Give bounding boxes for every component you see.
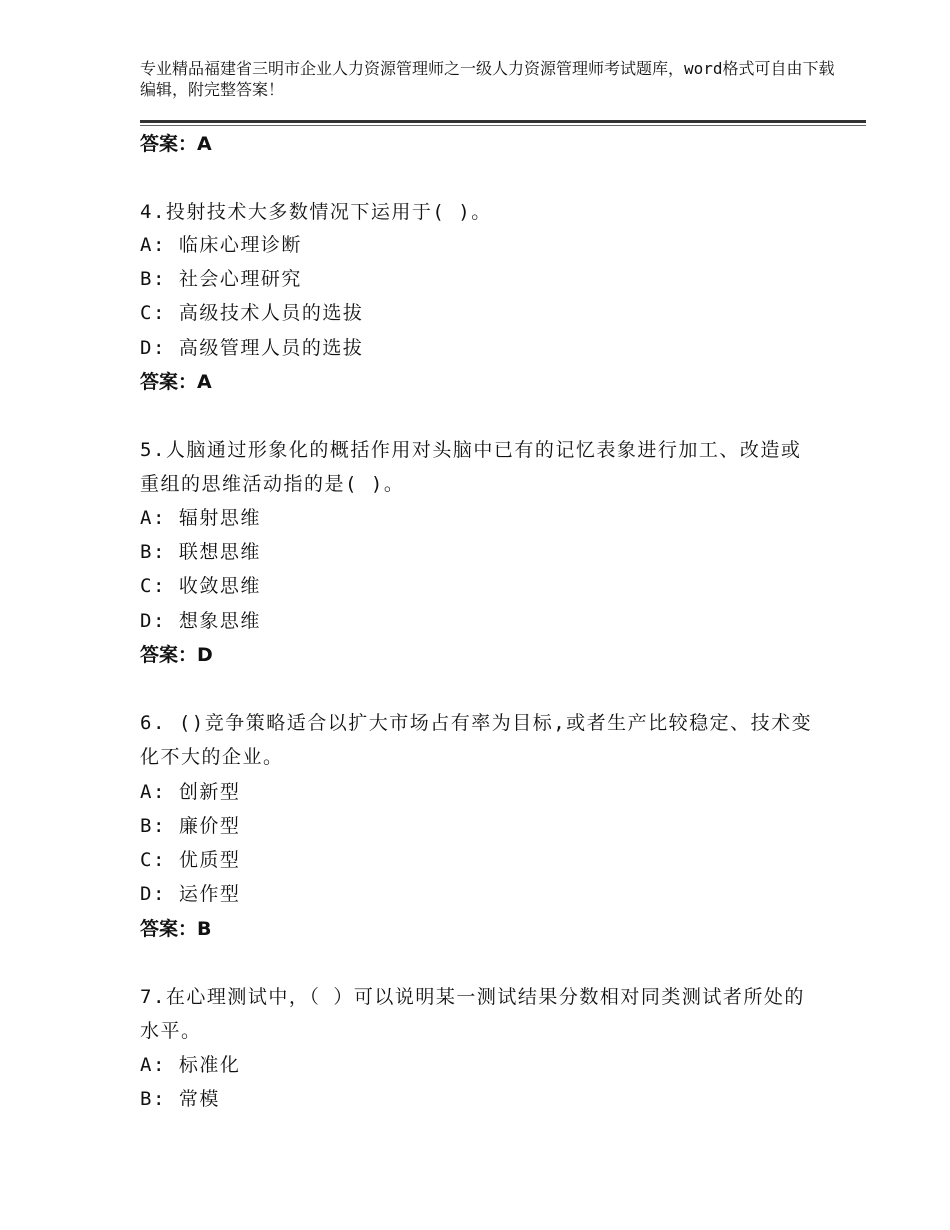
question-4-option-b: B: 社会心理研究 bbox=[140, 268, 302, 290]
question-4-stem: 4.投射技术大多数情况下运用于( )。 bbox=[140, 201, 492, 223]
answer-q4: 答案：A bbox=[140, 371, 212, 393]
question-5-option-c: C: 收敛思维 bbox=[140, 575, 261, 597]
header-divider-thick bbox=[140, 120, 866, 123]
question-6-option-c: C: 优质型 bbox=[140, 849, 241, 871]
question-4-option-c: C: 高级技术人员的选拔 bbox=[140, 302, 364, 324]
document-header: 专业精品福建省三明市企业人力资源管理师之一级人力资源管理师考试题库，word格式可自由下载编辑，附完整答案！ bbox=[140, 59, 835, 99]
question-6-option-b: B: 廉价型 bbox=[140, 815, 241, 837]
question-6-option-a: A: 创新型 bbox=[140, 781, 241, 803]
question-7-option-b: B: 常模 bbox=[140, 1088, 220, 1110]
question-7-stem: 7.在心理测试中，（ ）可以说明某一测试结果分数相对同类测试者所处的水平。 bbox=[140, 986, 805, 1042]
header-divider-thin bbox=[140, 125, 866, 126]
question-5-stem: 5.人脑通过形象化的概括作用对头脑中已有的记忆表象进行加工、改造或重组的思维活动指的是( )。 bbox=[140, 439, 802, 495]
question-4-option-d: D: 高级管理人员的选拔 bbox=[140, 337, 364, 359]
question-5-option-b: B: 联想思维 bbox=[140, 541, 261, 563]
answer-q6: 答案：B bbox=[140, 918, 212, 940]
question-6-stem: 6. ()竞争策略适合以扩大市场占有率为目标,或者生产比较稳定、技术变化不大的企业。 bbox=[140, 712, 813, 768]
question-5-option-a: A: 辐射思维 bbox=[140, 507, 261, 529]
question-4-option-a: A: 临床心理诊断 bbox=[140, 234, 302, 256]
answer-q5: 答案：D bbox=[140, 644, 213, 666]
question-5-option-d: D: 想象思维 bbox=[140, 610, 261, 632]
question-6-option-d: D: 运作型 bbox=[140, 883, 241, 905]
answer-q3: 答案：A bbox=[140, 133, 212, 155]
question-7-option-a: A: 标准化 bbox=[140, 1054, 241, 1076]
